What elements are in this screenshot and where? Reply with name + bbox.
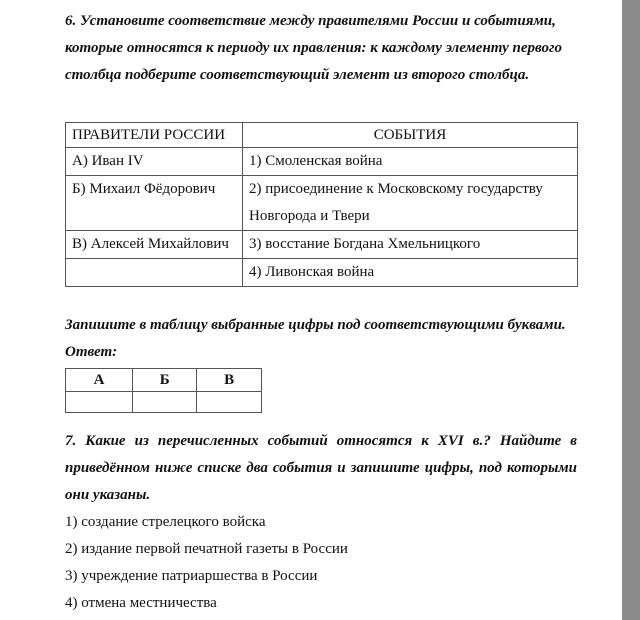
answer-label: Ответ: [65,344,118,360]
answer-cell-b[interactable] [132,392,196,413]
table-row [66,176,578,231]
event-cell: 2) присоединение к Московскому государству Новгорода и Твери [243,176,578,231]
list-item: 3) учреждение патриаршества в России [65,568,318,584]
list-item: 1) создание стрелецкого войска [65,514,266,530]
table-row [66,148,578,176]
event-cell: 3) восстание Богдана Хмельницкого [243,231,578,259]
ruler-cell: А) Иван IV [66,148,243,176]
scrollbar[interactable] [622,0,640,620]
event-cell: 4) Ливонская война [243,259,578,287]
answer-header-v: В [197,369,262,392]
matching-table [65,122,578,287]
list-item: 4) отмена местничества [65,595,217,611]
ruler-cell: В) Алексей Михайлович [66,231,243,259]
table-row [66,259,578,287]
question-6-text: 6. Установите соответствие между правителями России и событиями, которые относятся к периоду их правления: к каждому элементу первого столбца подберите соответствующий элемент из второго столбца. [65,13,563,83]
answer-header-b: Б [132,369,196,392]
answer-header-a: А [66,369,133,392]
event-cell: 1) Смоленская война [243,148,578,176]
answer-cell-a[interactable] [66,392,133,413]
ruler-cell [66,259,243,287]
question-7-text: 7. Какие из перечисленных событий относятся к XVI в.? Найдите в приведённом ниже списке два события и запишите цифры, под которыми они указаны. [65,433,577,503]
table-row [66,231,578,259]
instruction-text: Запишите в таблицу выбранные цифры под соответствующими буквами. [65,317,566,333]
list-item: 2) издание первой печатной газеты в России [65,541,348,557]
header-events: СОБЫТИЯ [243,123,578,148]
header-rulers: ПРАВИТЕЛИ РОССИИ [66,123,243,148]
answer-cell-v[interactable] [197,392,262,413]
answer-table [65,368,262,413]
ruler-cell: Б) Михаил Фёдорович [66,176,243,231]
